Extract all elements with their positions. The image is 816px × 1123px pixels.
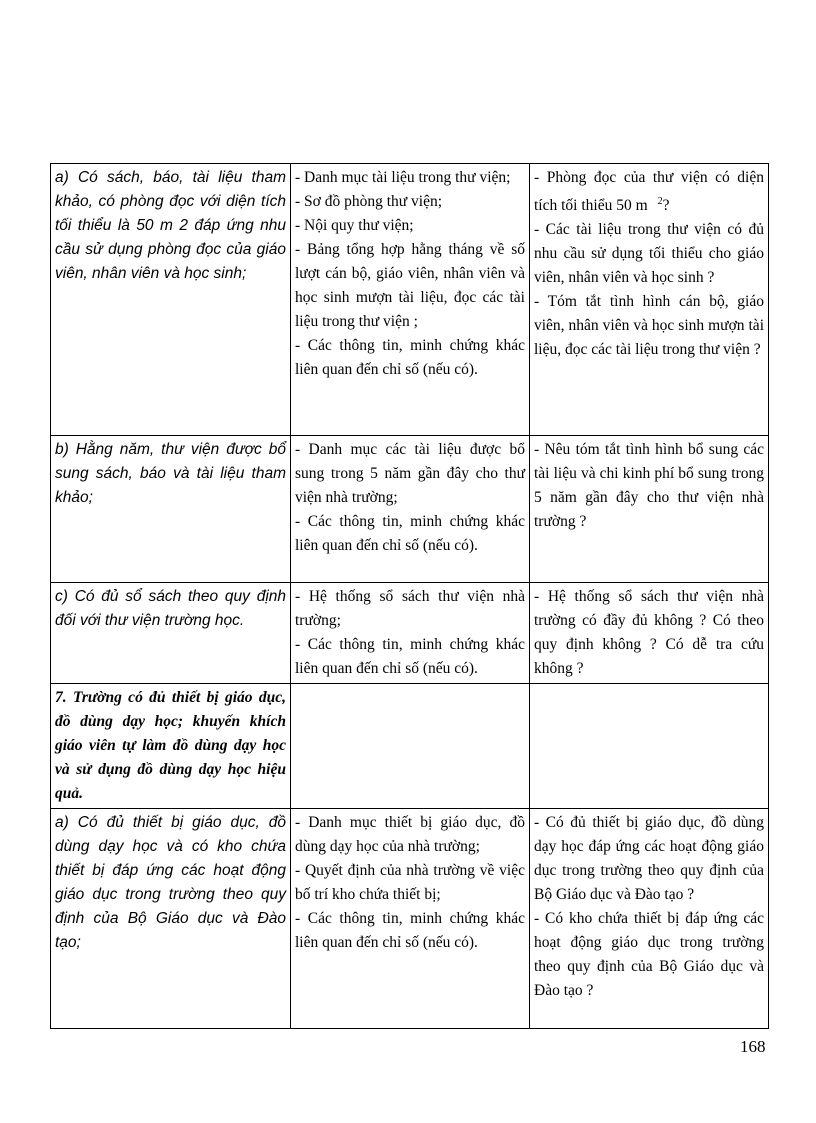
question-item: - Hệ thống sổ sách thư viện nhà trường có đầy đủ không ? Có theo quy định không ? Có dễ tra cứu không ? <box>534 588 764 677</box>
question-cell <box>530 164 769 436</box>
requirement-cell <box>51 809 291 1029</box>
question-item: - Các tài liệu trong thư viện có đủ nhu cầu sử dụng tối thiểu cho giáo viên, nhân viên và học sinh ? <box>534 221 764 287</box>
page-number: 168 <box>740 1037 766 1056</box>
criterion-heading: 7. Trường có đủ thiết bị giáo dục, đồ dùng dạy học; khuyến khích giáo viên tự làm đồ dùng dạy học và sử dụng đồ dùng dạy học hiệu quả. <box>55 689 286 802</box>
table-row <box>51 583 769 684</box>
requirement-cell <box>51 436 291 583</box>
requirement-cell <box>51 164 291 436</box>
evidence-cell <box>291 583 530 684</box>
question-item <box>534 166 764 218</box>
evidence-item: - Các thông tin, minh chứng khác liên quan đến chỉ số (nếu có). <box>295 910 525 951</box>
question-item: - Tóm tắt tình hình cán bộ, giáo viên, nhân viên và học sinh mượn tài liệu, đọc các tài liệu trong thư viện ? <box>534 293 764 359</box>
table-row <box>51 164 769 436</box>
superscript: 2 <box>657 196 663 207</box>
table-row <box>51 809 769 1029</box>
evidence-cell <box>291 809 530 1029</box>
empty-cell <box>291 684 530 809</box>
evidence-cell <box>291 164 530 436</box>
question-item: - Có kho chứa thiết bị đáp ứng các hoạt động giáo dục trong trường theo quy định của Bộ Giáo dục và Đào tạo ? <box>534 910 764 999</box>
question-cell <box>530 583 769 684</box>
question-item: - Có đủ thiết bị giáo dục, đồ dùng dạy học đáp ứng các hoạt động giáo dục trong trường theo quy định của Bộ Giáo dục và Đào tạo ? <box>534 814 764 903</box>
evidence-item: - Danh mục các tài liệu được bổ sung trong 5 năm gần đây cho thư viện nhà trường; <box>295 441 525 506</box>
evidence-item: - Quyết định của nhà trường về việc bố trí kho chứa thiết bị; <box>295 862 525 903</box>
empty-cell <box>530 684 769 809</box>
question-cell <box>530 436 769 583</box>
requirement-text: b) Hằng năm, thư viện được bổ sung sách, báo và tài liệu tham khảo; <box>55 441 286 506</box>
evidence-item: - Bảng tổng hợp hằng tháng về số lượt cán bộ, giáo viên, nhân viên và học sinh mượn tài liệu, đọc các tài liệu trong thư viện ; <box>295 241 525 330</box>
question-mark: ? <box>662 197 670 215</box>
requirement-text: a) Có sách, báo, tài liệu tham khảo, có phòng đọc với diện tích tối thiểu là 50 m 2 đáp ứng nhu cầu sử dụng phòng đọc của giáo viên, nhân viên và học sinh; <box>55 169 286 282</box>
evidence-item: - Các thông tin, minh chứng khác liên quan đến chỉ số (nếu có). <box>295 513 525 554</box>
evidence-item: - Các thông tin, minh chứng khác liên quan đến chỉ số (nếu có). <box>295 636 525 677</box>
table-row <box>51 684 769 809</box>
requirement-cell <box>51 583 291 684</box>
criteria-table <box>50 163 769 1029</box>
evidence-item: - Sơ đồ phòng thư viện; <box>295 193 443 210</box>
question-cell <box>530 809 769 1029</box>
evidence-item: - Nội quy thư viện; <box>295 217 414 234</box>
requirement-text: c) Có đủ sổ sách theo quy định đối với thư viện trường học. <box>55 588 286 629</box>
table-row <box>51 436 769 583</box>
question-item: - Nêu tóm tắt tình hình bổ sung các tài liệu và chi kinh phí bổ sung trong 5 năm gần đây cho thư viện nhà trường ? <box>534 441 764 530</box>
evidence-item: - Các thông tin, minh chứng khác liên quan đến chỉ số (nếu có). <box>295 337 525 378</box>
evidence-item: - Danh mục thiết bị giáo dục, đồ dùng dạy học của nhà trường; <box>295 814 525 855</box>
question-text: - Phòng đọc của thư viện có diện tích tối thiểu 50 m <box>534 169 764 215</box>
evidence-cell <box>291 436 530 583</box>
criterion-heading-cell <box>51 684 291 809</box>
evidence-item: - Danh mục tài liệu trong thư viện; <box>295 169 511 186</box>
evidence-item: - Hệ thống sổ sách thư viện nhà trường; <box>295 588 525 629</box>
requirement-text: a) Có đủ thiết bị giáo dục, đồ dùng dạy học và có kho chứa thiết bị đáp ứng các hoạt động giáo dục trong trường theo quy định của Bộ Giáo dục và Đào tạo; <box>55 814 286 951</box>
